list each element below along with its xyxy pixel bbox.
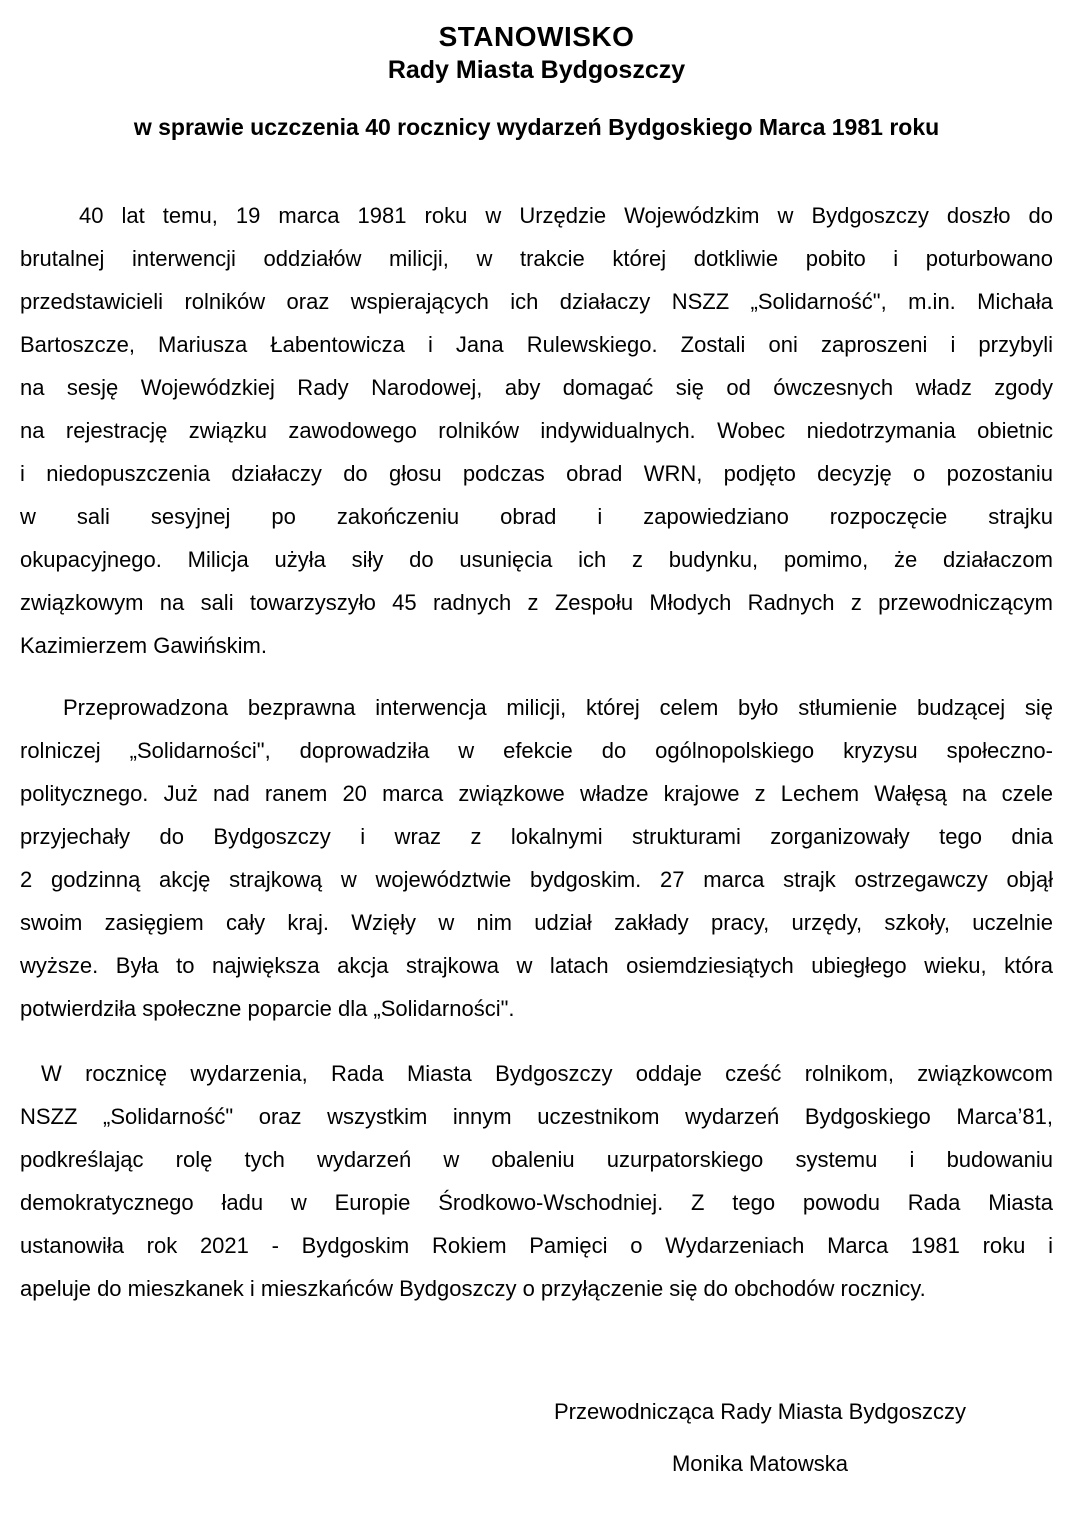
document-subject: w sprawie uczczenia 40 rocznicy wydarzeń Bydgoskiego Marca 1981 roku xyxy=(133,114,940,140)
text-line: demokratycznego ładu w Europie Środkowo-Wschodniej. Z tego powodu Rada Miasta xyxy=(20,1190,1053,1215)
text-line: politycznego. Już nad ranem 20 marca związkowe władze krajowe z Lechem Wałęsą na czele xyxy=(20,781,1053,806)
text-line: brutalnej interwencji oddziałów milicji, w trakcie której dotkliwie pobito i poturbowano xyxy=(20,246,1053,271)
text-line: rolniczej „Solidarności", doprowadziła w efekcie do ogólnopolskiego kryzysu społeczno- xyxy=(20,738,1053,763)
text-line: potwierdziła społeczne poparcie dla „Solidarności". xyxy=(20,996,515,1021)
document-header xyxy=(20,20,1053,142)
text-line: 2 godzinną akcję strajkową w województwie bydgoskim. 27 marca strajk ostrzegawczy objął xyxy=(20,867,1053,892)
document-subtitle: Rady Miasta Bydgoszczy xyxy=(387,56,686,84)
text-line: ustanowiła rok 2021 - Bydgoskim Rokiem Pamięci o Wydarzeniach Marca 1981 roku i xyxy=(20,1233,1053,1258)
signature-block xyxy=(444,1386,1076,1490)
text-line: swoim zasięgiem cały kraj. Wzięły w nim udział zakłady pracy, urzędy, szkoły, uczelnie xyxy=(20,910,1053,935)
text-line: na sesję Wojewódzkiej Rady Narodowej, aby domagać się od ówczesnych władz zgody xyxy=(20,375,1053,400)
text-line: na rejestrację związku zawodowego rolników indywidualnych. Wobec niedotrzymania obietnic xyxy=(20,418,1053,443)
text-line: 40 lat temu, 19 marca 1981 roku w Urzędzie Wojewódzkim w Bydgoszczy doszło do xyxy=(79,203,1053,228)
signature-name: Monika Matowska xyxy=(671,1451,849,1476)
document-title: STANOWISKO xyxy=(438,21,635,52)
text-line: NSZZ „Solidarność" oraz wszystkim innym uczestnikom wydarzeń Bydgoskiego Marca’81, xyxy=(20,1104,1053,1129)
text-line: apeluje do mieszkanek i mieszkańców Bydgoszczy o przyłączenie się do obchodów rocznicy. xyxy=(20,1276,926,1301)
document-content xyxy=(20,20,1053,1490)
paragraph-3 xyxy=(20,1052,1053,1310)
text-line: Przeprowadzona bezprawna interwencja milicji, której celem było stłumienie budzącej się xyxy=(63,695,1053,720)
text-line: związkowym na sali towarzyszyło 45 radnych z Zespołu Młodych Radnych z przewodniczącym xyxy=(20,590,1053,615)
document-body xyxy=(20,194,1053,1310)
paragraph-1 xyxy=(20,194,1053,667)
signature-role: Przewodnicząca Rady Miasta Bydgoszczy xyxy=(553,1399,967,1424)
text-line: okupacyjnego. Milicja użyła siły do usunięcia ich z budynku, pomimo, że działaczom xyxy=(20,547,1053,572)
text-line: przedstawicieli rolników oraz wspierających ich działaczy NSZZ „Solidarność", m.in. Michała xyxy=(20,289,1053,314)
text-line: przyjechały do Bydgoszczy i wraz z lokalnymi strukturami zorganizowały tego dnia xyxy=(20,824,1053,849)
text-line: wyższe. Była to największa akcja strajkowa w latach osiemdziesiątych ubiegłego wieku, która xyxy=(20,953,1053,978)
text-line: w sali sesyjnej po zakończeniu obrad i zapowiedziano rozpoczęcie strajku xyxy=(20,504,1053,529)
paragraph-2 xyxy=(20,686,1053,1030)
text-line: i niedopuszczenia działaczy do głosu podczas obrad WRN, podjęto decyzję o pozostaniu xyxy=(20,461,1053,486)
text-line: podkreślając rolę tych wydarzeń w obaleniu uzurpatorskiego systemu i budowaniu xyxy=(20,1147,1053,1172)
text-line: Kazimierzem Gawińskim. xyxy=(20,633,267,658)
text-line: W rocznicę wydarzenia, Rada Miasta Bydgoszczy oddaje cześć rolnikom, związkowcom xyxy=(41,1061,1053,1086)
text-line: Bartoszcze, Mariusza Łabentowicza i Jana Rulewskiego. Zostali oni zaproszeni i przybyli xyxy=(20,332,1053,357)
